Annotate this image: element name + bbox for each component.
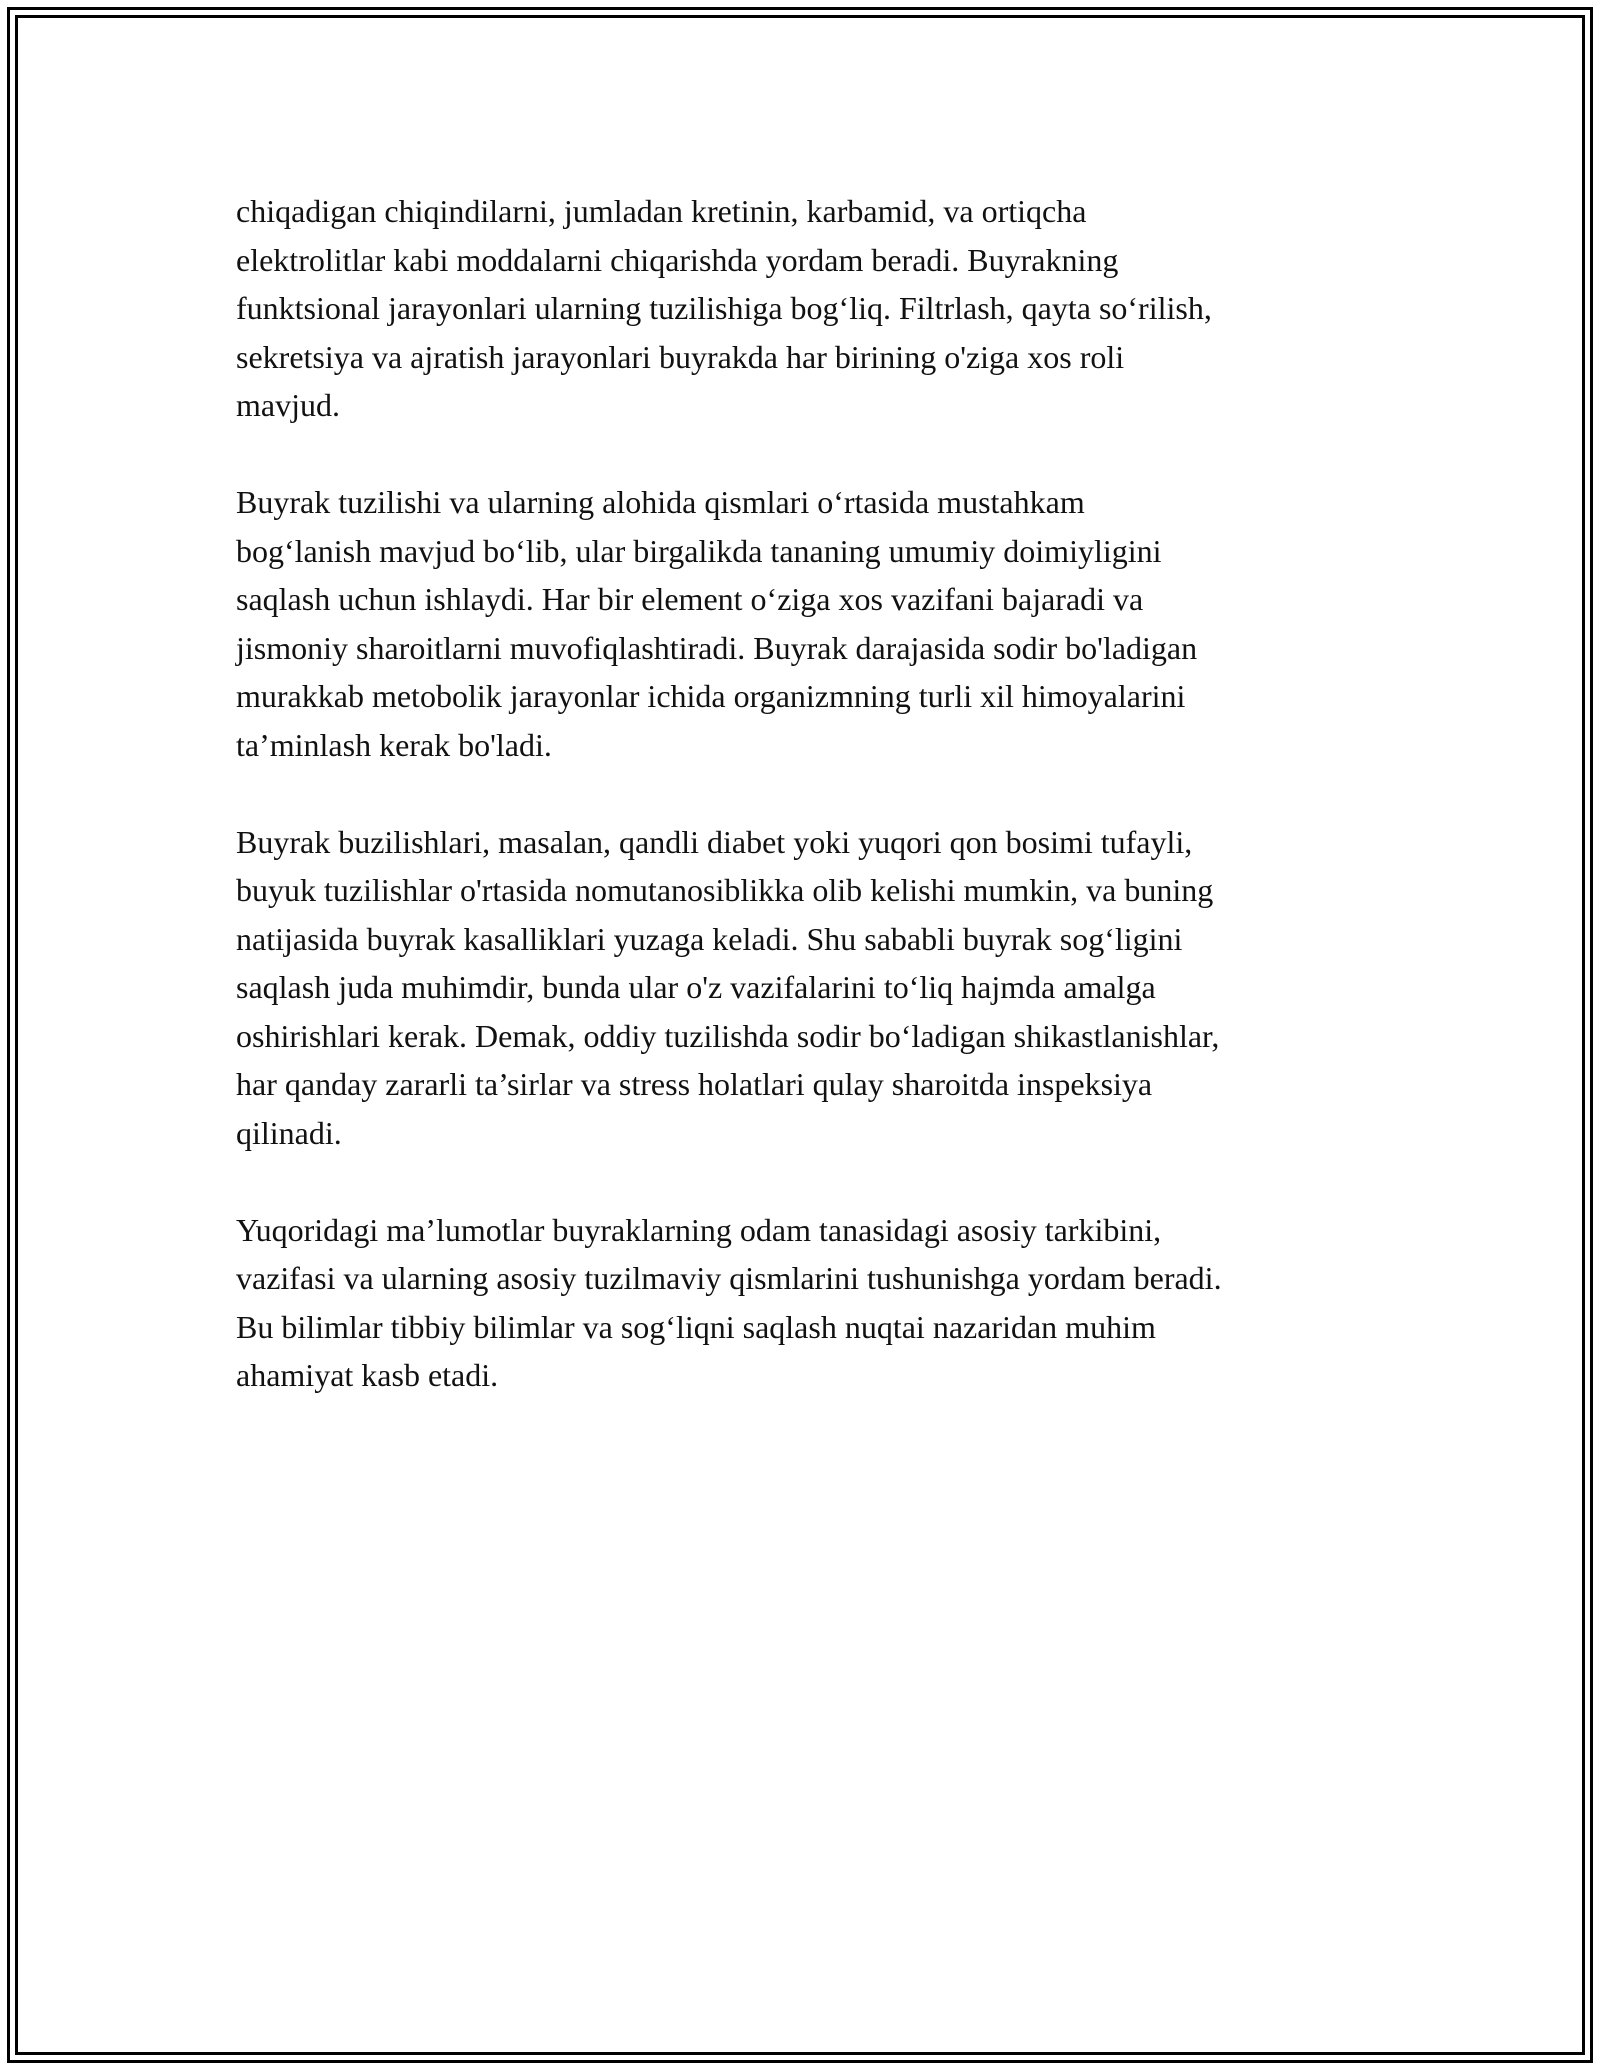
paragraph-2: [236, 478, 1376, 769]
text-line: mavjud.: [236, 387, 340, 423]
text-line: vazifasi va ularning asosiy tuzilmaviy qismlarini tushunishga yordam beradi.: [236, 1260, 1222, 1296]
text-line: Bu bilimlar tibbiy bilimlar va sog‘liqni saqlash nuqtai nazaridan muhim: [236, 1308, 1156, 1345]
paragraph-1: [236, 187, 1376, 430]
text-line: chiqadigan chiqindilarni, jumladan kretinin, karbamid, va ortiqcha: [236, 193, 1087, 229]
text-line: saqlash uchun ishlaydi. Har bir element o‘ziga xos vazifani bajaradi va: [236, 581, 1144, 617]
document-body: [236, 187, 1376, 1448]
text-line: elektrolitlar kabi moddalarni chiqarishda yordam beradi. Buyrakning: [236, 241, 1119, 278]
text-line: sekretsiya va ajratish jarayonlari buyrakda har birining o'ziga xos roli: [236, 338, 1125, 375]
text-line: buyuk tuzilishlar o'rtasida nomutanosiblikka olib kelishi mumkin, va buning: [236, 872, 1214, 908]
text-line: ta’minlash kerak bo'ladi.: [236, 726, 552, 763]
text-line: har qanday zararli ta’sirlar va stress holatlari qulay sharoitda inspeksiya: [236, 1066, 1153, 1102]
text-line: jismoniy sharoitlarni muvofiqlashtiradi. Buyrak darajasida sodir bo'ladigan: [236, 629, 1198, 666]
text-line: bog‘lanish mavjud bo‘lib, ular birgalikda tananing umumiy doimiyligini: [236, 532, 1162, 569]
text-line: natijasida buyrak kasalliklari yuzaga keladi. Shu sababli buyrak sog‘ligini: [236, 920, 1183, 957]
paragraph-3: [236, 818, 1376, 1158]
text-line: Buyrak tuzilishi va ularning alohida qismlari o‘rtasida mustahkam: [236, 484, 1085, 520]
paragraph-4: [236, 1206, 1376, 1400]
text-line: murakkab metobolik jarayonlar ichida organizmning turli xil himoyalarini: [236, 678, 1186, 714]
text-line: Yuqoridagi ma’lumotlar buyraklarning odam tanasidagi asosiy tarkibini,: [236, 1211, 1162, 1248]
text-line: qilinadi.: [236, 1114, 342, 1151]
text-line: ahamiyat kasb etadi.: [236, 1357, 499, 1393]
text-line: oshirishlari kerak. Demak, oddiy tuzilishda sodir bo‘ladigan shikastlanishlar,: [236, 1017, 1220, 1054]
text-line: funktsional jarayonlari ularning tuzilishiga bog‘liq. Filtrlash, qayta so‘rilish,: [236, 290, 1212, 326]
text-line: saqlash juda muhimdir, bunda ular o'z vazifalarini to‘liq hajmda amalga: [236, 969, 1156, 1005]
text-line: Buyrak buzilishlari, masalan, qandli diabet yoki yuqori qon bosimi tufayli,: [236, 823, 1193, 860]
